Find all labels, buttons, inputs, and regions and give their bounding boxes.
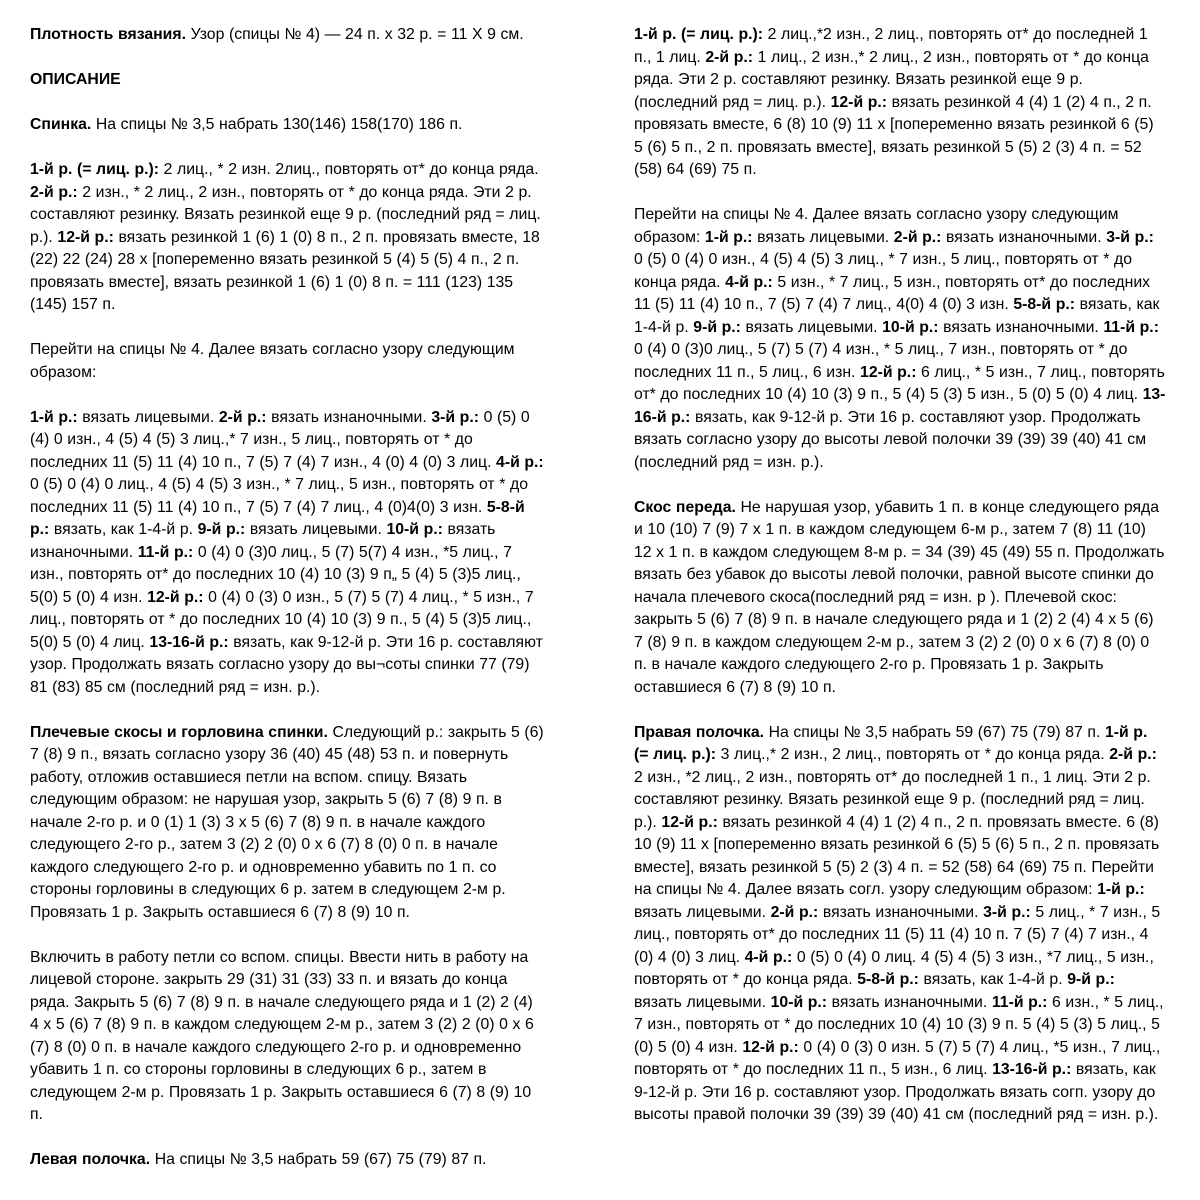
text-run: 2 изн., *2 лиц., 2 изн., повторять от* до последней 1 п., 1 лиц. Эти 2 р. составляют резинку. Вязать резинкой еще 9 р. (последний ряд = лиц. р.). — [634, 768, 1151, 831]
text-run: 0 (5) 0 (4) 0 изн., 4 (5) 4 (5) 3 лиц., * 7 изн., 5 лиц., повторять от * до конца ряда. — [634, 251, 1132, 291]
bold-run: 12-й р.: — [742, 1038, 799, 1056]
bold-run: 13-16-й р.: — [634, 386, 1166, 426]
text-run: вязать лицевыми. — [634, 903, 771, 921]
text-run: Перейти на спицы № 4. Далее вязать согласно узору следующим образом: — [30, 341, 515, 381]
bold-run: 4-й р.: — [744, 948, 793, 966]
bold-run: 9-й р.: — [197, 521, 246, 538]
text-run: вязать резинкой 4 (4) 1 (2) 4 п., 2 п. провязать вместе, 6 (8) 10 (9) 11 х [попеременно вязать резинкой 6 (5) 5 (6) 5 п., 2 п. провязать вместе], вязать резинкой 5 (5) 2 (3) 4 п. = 52 (58) 64 (69) 75 п. — [634, 93, 1154, 178]
bold-run: 12-й р.: — [661, 813, 718, 831]
bold-run: 3-й р.: — [983, 903, 1031, 921]
text-run: вязать изнаночными. — [941, 228, 1107, 246]
bold-run: 1-й р.: — [704, 228, 753, 246]
bold-run: 2-й р.: — [218, 408, 267, 426]
bold-run: 3-й р.: — [431, 408, 479, 426]
text-run: Включить в работу петли со вспом. спицы. Ввести нить в работу на лицевой стороне. закрыть 29 (31) 31 (33) 33 п. и вязать до конца ряда. Закрыть 5 (6) 7 (8) 9 п. в начале следующего ряда и 1 (2) 2 (4) 4 х 5 (6) 7 (8) 9 п. в каждом следующем 2-м р., затем 3 (2) 2 (0) 0 х 6 (7) 8 (0) 0 п. в начале каждого следующего 2-го р. и одновременно убавить 1 п. со стороны горловины в следующих 6 р., затем в следующем 2-м р. Провязать 1 р. Закрыть оставшиеся 6 (7) 8 (9) 10 п. — [30, 948, 534, 1123]
paragraph — [30, 1149, 546, 1172]
bold-run: 12-й р.: — [147, 588, 204, 606]
text-run: Узор (спицы № 4) — 24 п. х 32 р. = 11 Х 9 см. — [186, 26, 524, 43]
paragraph — [30, 24, 546, 47]
text-run: На спицы № 3,5 набрать 59 (67) 75 (79) 87 п. — [150, 1151, 487, 1168]
bold-run: 2-й р.: — [1109, 746, 1157, 763]
right-column — [634, 24, 1166, 1184]
paragraph — [30, 69, 546, 92]
bold-run: 3-й р.: — [1106, 228, 1154, 246]
bold-run: 11-й р.: — [1103, 318, 1159, 336]
text-run: вязать лицевыми. — [752, 228, 894, 246]
paragraph — [30, 407, 546, 700]
bold-run: 10-й р.: — [882, 318, 939, 336]
bold-run: 5-8-й р.: — [857, 971, 919, 988]
text-run: 0 (5) 0 (4) 0 лиц., 4 (5) 4 (5) 3 изн., * 7 лиц., 5 изн., повторять от * до последних 11 (5) 11 (4) 10 п., 7 (5) 7 (4) 7 лиц., 4 (0)4(0) 3 изн. — [30, 476, 528, 516]
paragraph — [634, 497, 1166, 700]
text-run: 1 лиц., 2 изн.,* 2 лиц., 2 изн., повторять от * до конца ряда. Эти 2 р. составляют резинку. Вязать резинкой еще 9 р. (последний ряд = лиц. р.). — [634, 48, 1149, 111]
text-run: 2 изн., * 2 лиц., 2 изн., повторять от * до конца ряда. Эти 2 р. составляют резинку. Вязать резинкой еще 9 р. (последний ряд = лиц. р.). — [30, 183, 541, 246]
text-run: вязать, как 9-12-й р. Эти 16 р. составляют узор. Продолжать вязать согп. узору до высоты правой полочки 39 (39) 39 (40) 41 см (последний ряд = изн. р.). — [634, 1061, 1159, 1123]
text-run: 0 (4) 0 (3) 0 изн., 5 (7) 5 (7) 4 лиц., * 5 изн., 7 лиц., повторять от * до последних 10 (4) 10 (3) 9 п., 5 (4) 5 (3)5 лиц., 5(0) 5 (0) 4 лиц. — [30, 588, 534, 651]
text-run: вязать, как 9-12-й р. Эти 16 р. составляют узор. Продолжать вязать согласно узору до вы¬соты спинки 77 (79) 81 (83) 85 см (последний ряд = изн. р.). — [30, 633, 543, 696]
bold-run: 10-й р.: — [386, 521, 443, 538]
text-run: вязать, как 1-4-й р. — [634, 296, 1160, 336]
text-run: 5 изн., * 7 лиц., 5 изн., повторять от* до последних 11 (5) 11 (4) 10 п., 7 (5) 7 (4) 7 лиц., 4(0) 4 (0) 3 изн. — [634, 273, 1151, 313]
text-run: вязать лицевыми. — [740, 318, 883, 336]
bold-run: 9-й р.: — [693, 318, 741, 336]
paragraph — [30, 339, 546, 384]
text-run: 5 лиц., * 7 изн., 5 лиц., повторять от* до последних 11 (5) 11 (4) 10 п. 7 (5) 7 (4) 7 изн., 4 (0) 4 (0) 3 лиц. — [634, 903, 1161, 966]
paragraph — [30, 722, 546, 925]
text-run: Перейти на спицы № 4. Далее вязать согласно узору следующим образом: — [634, 206, 1119, 246]
bold-run: 9-й р.: — [1067, 971, 1115, 988]
bold-run: 13-16-й р.: — [149, 633, 229, 651]
text-run: вязать лицевыми. — [245, 521, 387, 538]
text-run: вязать, как 1-4-й р. — [49, 521, 198, 538]
text-run: вязать изнаночными. — [266, 408, 432, 426]
left-column — [30, 24, 546, 1184]
text-run: 0 (4) 0 (3) 0 изн. 5 (7) 5 (7) 4 лиц., *5 изн., 7 лиц., повторять от * до последних 11 п., 5 изн., 6 лиц. — [634, 1038, 1161, 1078]
bold-run: Плечевые скосы и горловина спинки. — [30, 723, 328, 741]
bold-run: 2-й р.: — [893, 228, 942, 246]
paragraph — [634, 204, 1166, 474]
bold-run: 2-й р.: — [705, 48, 754, 66]
bold-run: 1-й р. (= лиц. р.): — [30, 161, 160, 178]
text-run: вязать изнаночными. — [827, 993, 992, 1011]
bold-run: 10-й р.: — [770, 993, 828, 1011]
bold-run: 4-й р.: — [496, 453, 544, 471]
bold-run: 1-й р. (= лиц. р.): — [634, 723, 1148, 763]
text-run: вязать резинкой 4 (4) 1 (2) 4 п., 2 п. провязать вместе. 6 (8) 10 (9) 11 х [попеременно вязать резинкой 6 (5) 5 (6) 5 п., 2 п. провязать вместе], вязать резинкой 5 (5) 2 (3) 4 п. = 52 (58) 64 (69) 75 п. Перейти на спицы № 4. Далее вязать согл. узору следующим образом: — [634, 813, 1160, 898]
bold-run: 5-8-й р.: — [30, 498, 525, 538]
text-run: вязать резинкой 1 (6) 1 (0) 8 п., 2 п. провязать вместе, 18 (22) 22 (24) 28 х [попеременно вязать резинкой 5 (4) 5 (5) 4 п., 2 п. провязать вместе], вязать резинкой 1 (6) 1 (0) 8 п. = 111 (123) 135 (145) 157 п. — [30, 228, 540, 313]
paragraph — [634, 722, 1166, 1127]
text-run: 0 (5) 0 (4) 0 изн., 4 (5) 4 (5) 3 лиц.,* 7 изн., 5 лиц., повторять от * до последних 11 (5) 11 (4) 10 п., 7 (5) 7 (4) 7 изн., 4 (0) 4 (0) 3 лиц. — [30, 408, 530, 471]
text-run: 0 (4) 0 (3)0 лиц., 5 (7) 5 (7) 4 изн., * 5 лиц., 7 изн., повторять от * до последних 11 п., 5 лиц., 6 изн. — [634, 341, 1128, 381]
text-run: Следующий р.: закрыть 5 (6) 7 (8) 9 п., вязать согласно узору 36 (40) 45 (48) 53 п. и повернуть работу, отложив оставшиеся петли на вспом. спицу. Вязать следующим образом: не нарушая узор, закрыть 5 (6) 7 (8) 9 п. в начале 2-го р. и 0 (1) 1 (3) 3 х 5 (6) 7 (8) 9 п. в начале каждого следующего 2-го р., затем 3 (2) 2 (0) 0 х 6 (7) 8 (0) 0 п. в начале каждого следующего 2-го р. и одновременно убавить по 1 п. со стороны горловины в следующих 6 р. затем в следующем 2-м р. Провязать 1 р. Закрыть оставшиеся 6 (7) 8 (9) 10 п. — [30, 723, 544, 921]
bold-run: Спинка. — [30, 116, 92, 133]
text-run: Не нарушая узор, убавить 1 п. в конце следующего ряда и 10 (10) 7 (9) 7 х 1 п. в каждом следующем 6-м р., затем 7 (8) 11 (10) 12 х 1 п. в каждом следующем 8-м р. = 34 (39) 45 (49) 55 п. Продолжать вязать без убавок до высоты левой полочки, равной высоте спинки до начала плечевого скоса(последний ряд = изн. р ). Плечевой скос: закрыть 5 (6) 7 (8) 9 п. в начале следующего ряда и 1 (2) 2 (4) 4 х 5 (6) 7 (8) 9 п. в каждом следующем 2-м р., затем 3 (2) 2 (0) 0 х 6 (7) 8 (0) 0 п. в начале каждого следующего 2-го р. Провязать 1 р. Закрыть оставшиеся 6 (7) 8 (9) 10 п. — [634, 498, 1165, 696]
text-run: вязать изнаночными. — [30, 521, 496, 561]
bold-run: 1-й р.: — [1097, 881, 1145, 898]
paragraph — [30, 114, 546, 137]
text-run: вязать лицевыми. — [634, 993, 771, 1011]
text-run: вязать, как 1-4-й р. — [918, 971, 1068, 988]
paragraph — [634, 24, 1166, 182]
bold-run: 1-й р.: — [30, 408, 78, 426]
bold-run: 1-й р. (= лиц. р.): — [634, 26, 764, 43]
text-run: 2 лиц.,*2 изн., 2 лиц., повторять от* до последней 1 п., 1 лиц. — [634, 26, 1148, 66]
bold-run: 5-8-й р.: — [1013, 296, 1076, 313]
bold-run: Правая полочка. — [634, 723, 765, 741]
paragraph — [30, 159, 546, 317]
bold-run: 13-16-й р.: — [992, 1061, 1072, 1078]
text-run: 0 (5) 0 (4) 0 лиц. 4 (5) 4 (5) 3 изн., *7 лиц., 5 изн., повторять от * до конца ряда. — [634, 948, 1154, 988]
bold-run: Левая полочка. — [30, 1151, 151, 1168]
text-run: 3 лиц.,* 2 изн., 2 лиц., повторять от * до конца ряда. — [716, 746, 1110, 763]
bold-run: Плотность вязания. — [30, 26, 186, 43]
bold-run: Скос переда. — [634, 498, 736, 516]
bold-run: 11-й р.: — [991, 993, 1048, 1011]
bold-run: 2-й р.: — [770, 903, 819, 921]
text-run: 6 лиц., * 5 изн., 7 лиц., повторять от* до последних 10 (4) 10 (3) 9 п., 5 (4) 5 (3) 5 изн., 5 (0) 5 (0) 4 лиц. — [634, 363, 1165, 403]
text-run: вязать изнаночными. — [938, 318, 1104, 336]
bold-run: 4-й р.: — [725, 273, 773, 291]
text-run: 6 изн., * 5 лиц., 7 изн., повторять от * до последних 10 (4) 10 (3) 9 п. 5 (4) 5 (3) 5 лиц., 5 (0) 5 (0) 4 изн. — [634, 993, 1164, 1056]
bold-run: 12-й р.: — [57, 228, 114, 246]
text-run: 2 лиц., * 2 изн. 2лиц., повторять от* до конца ряда. — [159, 161, 539, 178]
text-run: На спицы № 3,5 набрать 130(146) 158(170) 186 п. — [91, 116, 463, 133]
paragraph — [30, 947, 546, 1127]
bold-run: ОПИСАНИЕ — [30, 71, 121, 88]
bold-run: 11-й р.: — [137, 543, 194, 561]
text-run: 0 (4) 0 (3)0 лиц., 5 (7) 5(7) 4 изн., *5 лиц., 7 изн., повторять от* до последних 10 (4) 10 (3) 9 п„ 5 (4) 5 (3)5 лиц., 5(0) 5 (0) 4 изн. — [30, 543, 521, 606]
bold-run: 12-й р.: — [860, 363, 917, 381]
bold-run: 12-й р.: — [830, 93, 888, 111]
text-run: вязать изнаночными. — [818, 903, 984, 921]
text-run: вязать лицевыми. — [77, 408, 219, 426]
text-run: На спицы № 3,5 набрать 59 (67) 75 (79) 87 п. — [764, 723, 1105, 741]
bold-run: 2-й р.: — [30, 183, 78, 201]
text-run: вязать, как 9-12-й р. Эти 16 р. составляют узор. Продолжать вязать согласно узору до высоты левой полочки 39 (39) 39 (40) 41 см (последний ряд = изн. р.). — [634, 408, 1147, 471]
